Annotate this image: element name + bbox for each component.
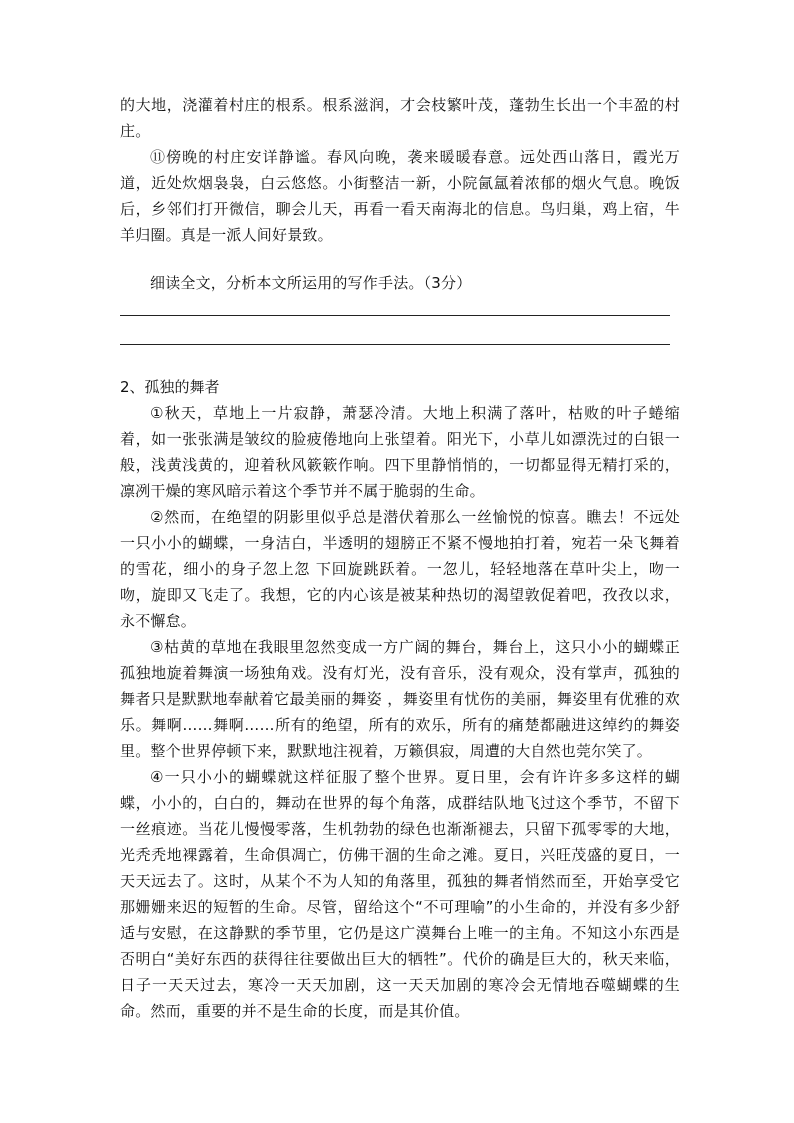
answer-line-2 (120, 344, 670, 345)
paragraph-4: ④一只小小的蝴蝶就这样征服了整个世界。夏日里，会有许许多多这样的蝴蝶，小小的，白白的，舞动在世界的每个角落，成群结队地飞过这个季节，不留下一丝痕迹。当花儿慢慢零落，生机勃勃的绿色也渐渐褪去，只留下孤零零的大地，光秃秃地裸露着，生命俱凋亡，仿佛干涸的生命之滩。夏日，兴旺茂盛的夏日，一天天远去了。这时，从某个不为人知的角落里，孤独的舞者悄然而至，开始享受它那姗姗来迟的短暂的生命。尽管，留给这个“不可理喻”的小生命的，并没有多少舒适与安慰，在这静默的季节里，它仍是这广漠舞台上唯一的主角。不知这小东西是否明白“美好东西的获得往往要做出巨大的牺牲”。代价的确是巨大的，秋天来临，日子一天天过去，寒冷一天天加剧，这一天天加剧的寒冷会无情地吞噬蝴蝶的生命。然而，重要的并不是生命的长度，而是其价值。 (120, 768, 680, 1020)
answer-line-1 (120, 315, 670, 316)
paragraph-11: ⑪傍晚的村庄安详静谧。春风向晚，袭来暖暖春意。远处西山落日，霞光万道，近处炊烟袅袅，白云悠悠。小街整洁一新，小院氤氲着浓郁的烟火气息。晚饭后，乡邻们打开微信，聊会儿天，再看一看天南海北的信息。鸟归巢，鸡上宿，牛羊归圈。真是一派人间好景致。 (120, 148, 680, 244)
paragraph-2: ②然而，在绝望的阴影里似乎总是潜伏着那么一丝愉悦的惊喜。瞧去！不远处一只小小的蝴蝶，一身洁白，半透明的翅膀正不紧不慢地拍打着，宛若一朵飞舞着的雪花，细小的身子忽上忽 下回旋跳跃着。一忽儿，轻轻地落在草叶尖上，吻一吻，旋即又飞走了。我想，它的内心该是被某种热切的渴望敦促着吧，孜孜以求，永不懈怠。 (120, 508, 680, 630)
passage-title: 2、孤独的舞者 (120, 378, 220, 396)
paragraph-3: ③枯黄的草地在我眼里忽然变成一方广阔的舞台，舞台上，这只小小的蝴蝶正孤独地旋着舞演一场独角戏。没有灯光，没有音乐，没有观众，没有掌声，孤独的舞者只是默默地奉献着它最美丽的舞姿 ，舞姿里有忧伤的美丽，舞姿里有优雅的欢乐。舞啊……舞啊……所有的绝望，所有的欢乐，所有的痛楚都融进这绰约的舞姿里。整个世界停顿下来，默默地注视着，万籁俱寂，周遭的大自然也莞尔笑了。 (120, 638, 680, 760)
question-text: 细读全文，分析本文所运用的写作手法。（3分） (150, 274, 472, 292)
passage-2 (120, 374, 680, 1024)
question-block (120, 270, 680, 296)
paragraph-1: ①秋天，草地上一片寂静，萧瑟冷清。大地上积满了落叶，枯败的叶子蜷缩着，如一张张满是皱纹的脸疲倦地向上张望着。阳光下，小草儿如漂洗过的白银一般，浅黄浅黄的，迎着秋风簌簌作响。四下里静悄悄的，一切都显得无精打采的，凛冽干燥的寒风暗示着这个季节并不属于脆弱的生命。 (120, 404, 680, 500)
passage-1-ending (120, 92, 680, 248)
paragraph-continuation: 的大地，浇灌着村庄的根系。根系滋润，才会枝繁叶茂，蓬勃生长出一个丰盈的村庄。 (120, 96, 680, 140)
